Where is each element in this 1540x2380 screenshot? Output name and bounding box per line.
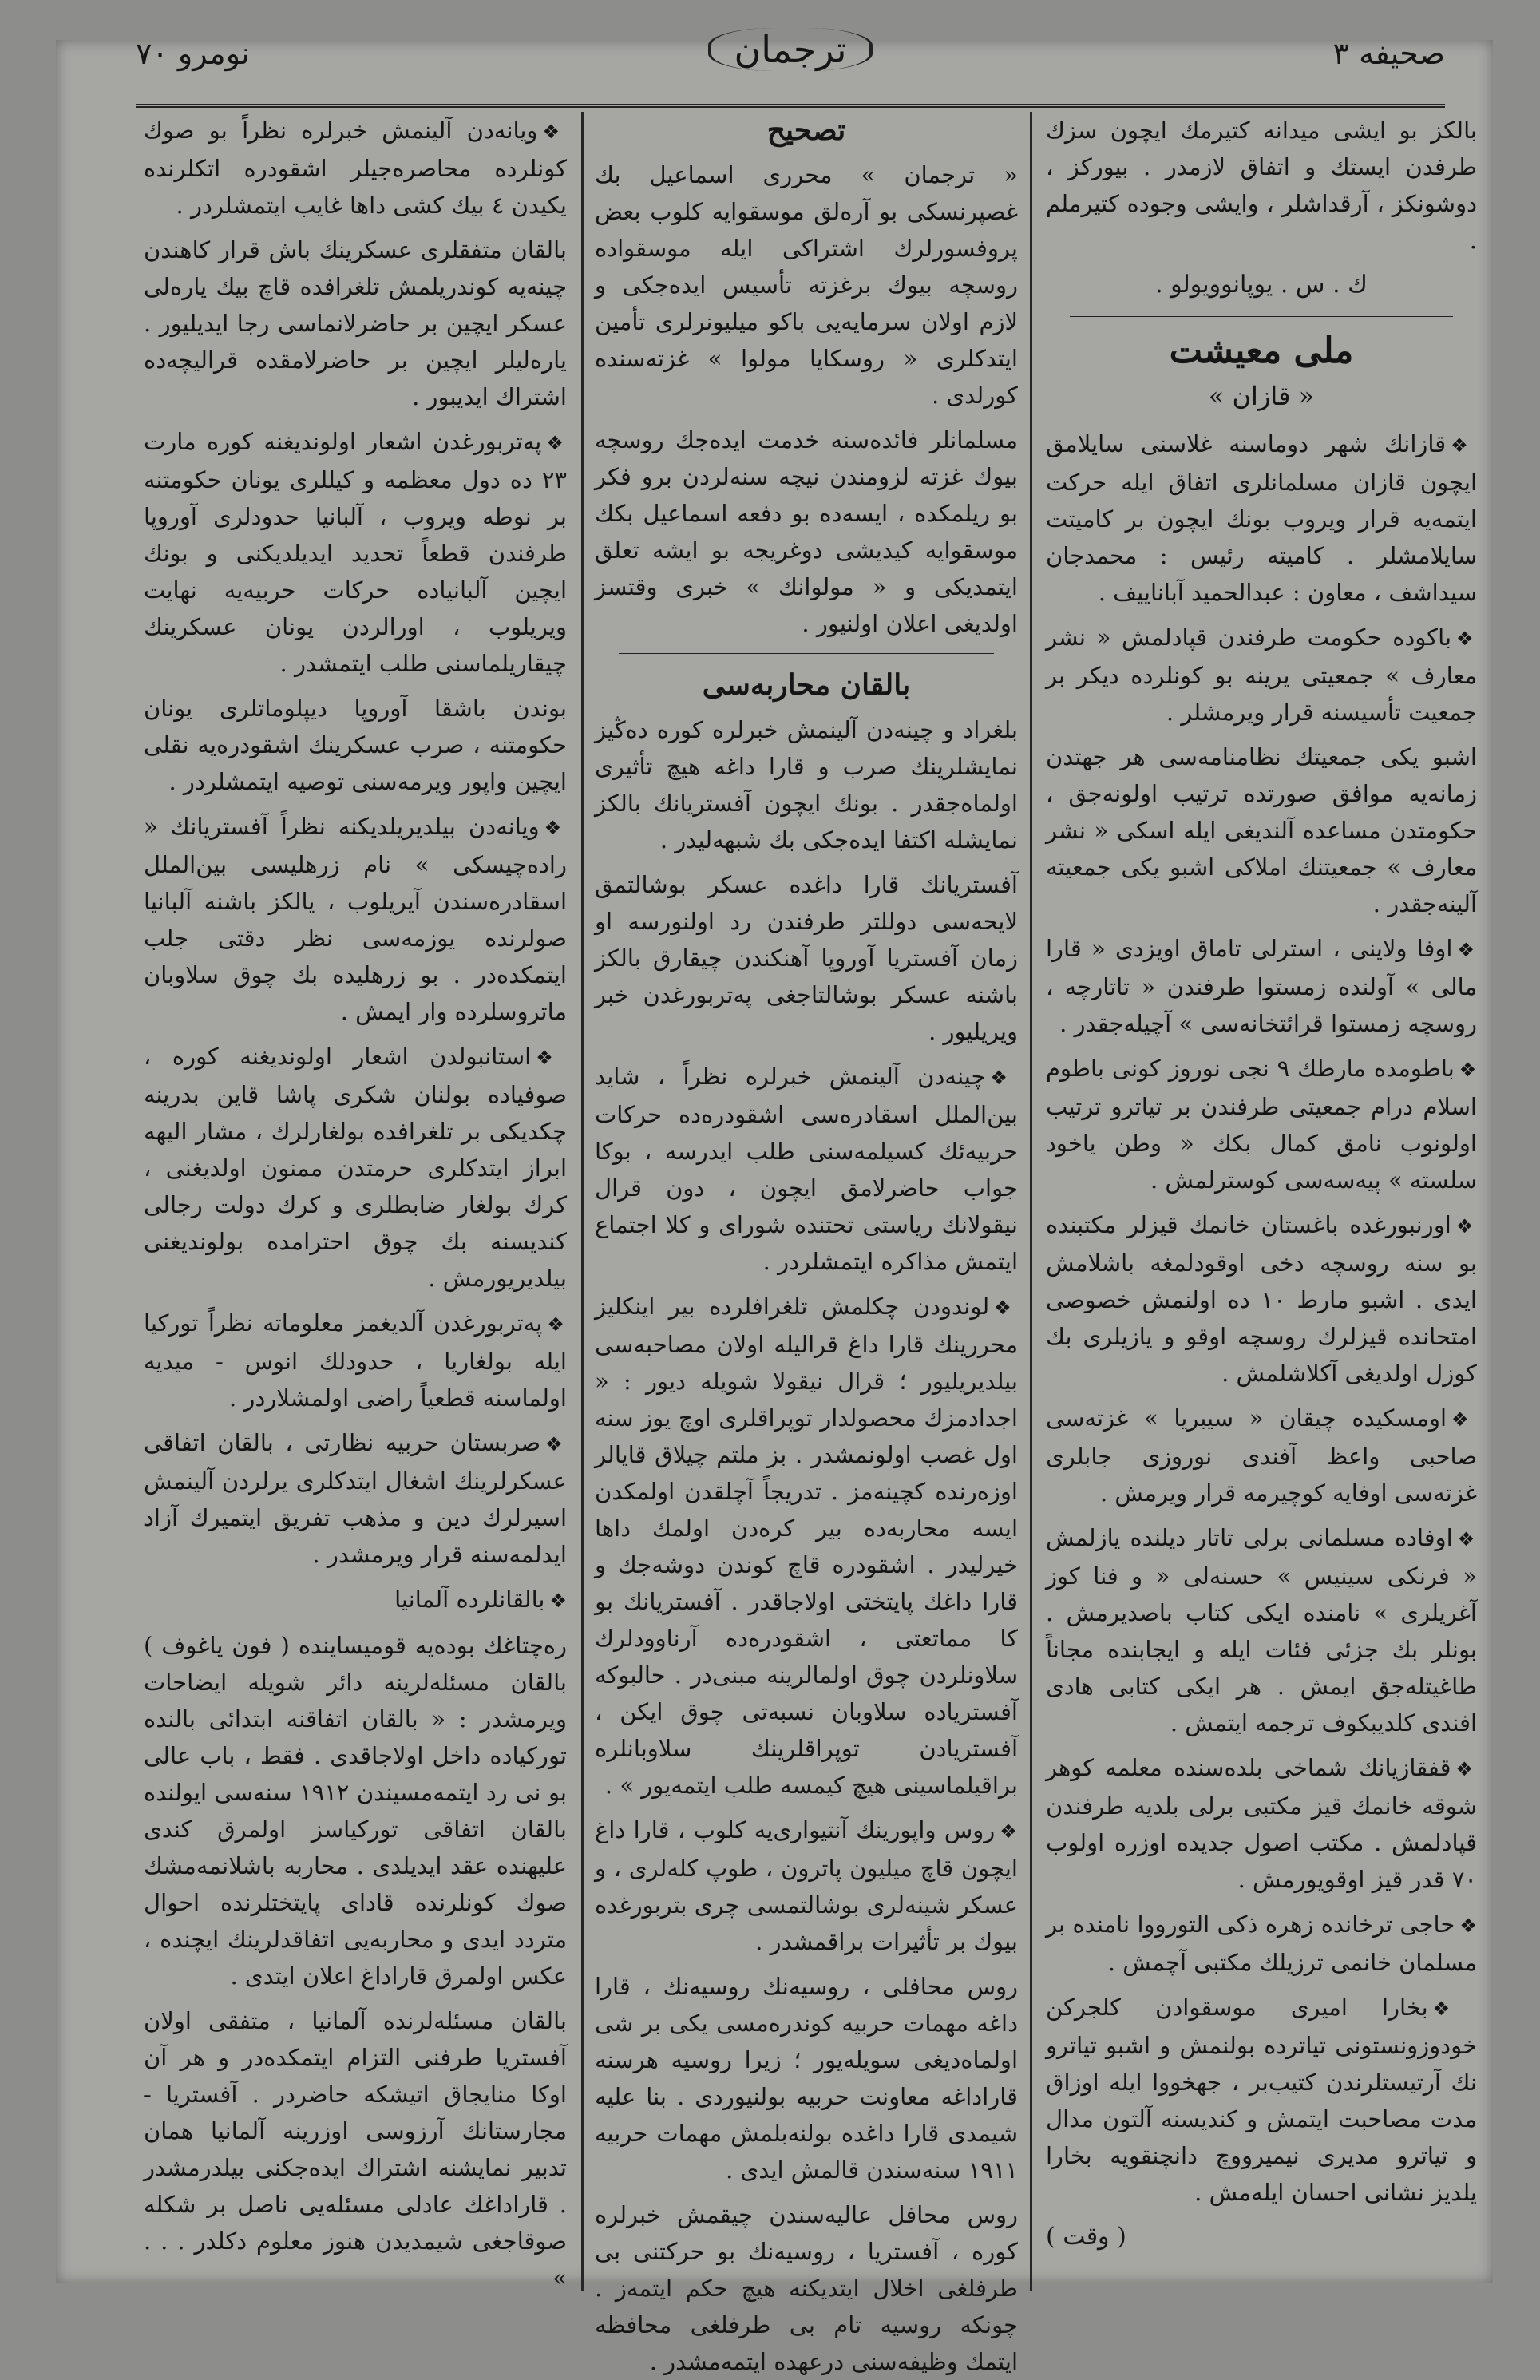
news-paragraph: ❖پەتربورغدن اشعار اولوندیغنه کوره مارت ٢٣ ده دول معظمه و کیللری یونان حکومتنه بر نوطه ویروب ، آلبانیا حدودلری آوروپا طرفندن قطعاً تحدید ایدیلدیکنی و بونك ایچین آلبانیاده حرکات حربیه‌یه نهایت ویریلوب ، اورالردن یونان عسکرینك چیقاریلماسنی طلب ایتمشدر . [144,428,568,677]
left-column [144,112,568,2291]
ornament-icon: ❖ [545,1433,568,1455]
source-note: ( وقت ) [1046,2223,1126,2251]
news-paragraph: ❖باکوده حکومت طرفندن قپادلمش « نشر معارف » جمعیتی یرینه بو کونلرده دیکر بر جمعیت تأسیسنه قرار ویرمشلر . [1046,624,1477,726]
right-column [1046,112,1477,2267]
ornament-icon: ❖ [1459,1915,1478,1937]
ornament-icon: ❖ [1451,434,1477,457]
news-paragraph: ره‌چتاغك بوده‌یه قومیساینده ( فون یاغوف ) بالقان مسئله‌لرینه دائر شویله ایضاحات ویرمشدر : « بالقان اتفاقنه ابتدائی بالنده تورکیاده داخل اولاجاقدی . فقط ، باب عالی بو نی رد ایتمه‌مسیندن ١٩١٢ سنه‌سی ایولنده بالقان اتفاقی تورکیاسز اولمرق کندی علیهنده عقد ایدیلدی . محاربه باشلانمه‌مشك صوك کونلرنده قادای پایتختلرنده احوال متردد ایدی و محاربه‌یی اتفاقدلرینك ایچنده ، عکس اولمرق قاراداغ اعلان ایتدی . [144,1632,567,1990]
title-text: ترجمان [708,28,872,71]
separator [619,653,994,655]
ornament-icon: ❖ [544,817,568,839]
ornament-icon: ❖ [1457,1528,1478,1550]
news-paragraph: بالقان متفقلری عسکرینك باش قرار کاهندن چینه‌یه کوندریلمش تلغرافده قاچ بیك یاره‌لی عسکر ایچین بر حاضرلانماسی رجا ایدیلیور . یاره‌لیلر ایچین بر حاضرلامقده قرالیچه‌ده اشتراك ایدیبور . [144,236,567,410]
column-divider-left [581,112,584,2291]
ornament-icon: ❖ [1459,1059,1477,1081]
news-paragraph: ❖قفقازیانك شماخی بلده‌سنده معلمه کوهر شوقه خانمك قیز مکتبی برلی بلدیه طرفندن قپادلمش . مکتب اصول جدیده اوزره اولوب ٧٠ قدر قیز اوقویورمش . [1046,1754,1477,1893]
ornament-icon: ❖ [1455,1758,1477,1780]
news-paragraph: بوندن باشقا آوروپا دیپلوماتلری یونان حکومتنه ، صرب عسکرینك اشقودره‌یه نقلی ایچین واپور ویرمه‌سنی توصیه ایتمشلردر . [144,695,567,795]
news-paragraph: اشبو یکی جمعیتك نظامنامه‌سی هر جهتدن زمانه‌یه موافق صورتده ترتیب اولونه‌جق ، حکومتدن مساعده آلندیغی ایله اسکی « نشر معارف » جمعیتنك املاکی اشبو یکی جمعیته آلینه‌جقدر . [1046,743,1477,917]
correction-paragraph: مسلمانلر فائده‌سنه خدمت ایده‌جك روسچه بیوك غزته لزومندن نیچه سنه‌لردن برو فکر بو ریلمکده ، ایسه‌ده بو دفعه اسماعیل بکك موسقوایه کیدیشی دوغریجه بو ایشه تعلق ایتمدیکی و « مولوانك » خبری وقتسز اولدیغی اعلان اولنیور . [595,426,1018,637]
war-paragraph: روس محافل عالیه‌سندن چیقمش خبرلره کوره ، آفستریا ، روسیه‌نك بو حرکتنی بی طرفلغی اخلال ایتدیکنه هیچ حکم ایتمەز . چونکه روسیه تام بی طرفلغی محافظه ایتمك وظیفه‌سنی درعهده ایتمەمشدر . [595,2201,1018,2375]
news-paragraph: ❖ویانه‌دن آلینمش خبرلره نظراً بو صوك کونلرده محاصره‌جیلر اشقودره اتکلرنده یکیدن ٤ بیك کشی داها غایب ایتمشلردر . [144,117,568,219]
correction-title: تصحیح [766,113,846,147]
war-paragraph: ❖روس واپورینك آنتیواری‌یه کلوب ، قارا داغ ایچون قاچ میلیون پاترون ، طوپ کله‌لری ، و عسکر شینه‌لری بوشالتمسی چری بتربورغده بیوك بر تأثیرات براقمشدر . [595,1816,1018,1955]
ornament-icon: ❖ [1455,1215,1478,1238]
page-header [136,16,1445,108]
news-paragraph: ❖اوفاده مسلمانی برلی تاتار دیلنده یازلمش « فرنکی سینیس » حسنه‌لی « و فنا کوز آغریلری » نامنده ایکی کتاب باصدیرمش . بونلر بك جزئی فئات ایله و ایجابنده مجاناً طاغیتله‌جق ایمش . هر ایکی کتابی هادی افندی کلدیبکوف ترجمه ایتمش . [1046,1524,1478,1736]
news-paragraph: ❖ویانه‌دن بیلدیریلدیکنه نظراً آفستریانك « راده‌چیسکی » نام زرهلیسی بین‌الملل اسقادره‌سندن آیریلوب ، یالکز باشنه آلبانیا صولرنده یوزمه‌سی نظر دقتی جلب ایتمکده‌در . بو زرهلیده بك چوق سلاوبان ماتروسلرده وار ایمش . [144,813,568,1025]
ornament-icon: ❖ [1451,1408,1477,1431]
news-paragraph: ❖پەتربورغدن آلدیغمز معلوماته نظراً تورکیا ایله بولغاریا ، حدودلك انوس - میدیه اولماسنه قطعیاً راضی اولمشلاردر . [144,1309,567,1412]
war-paragraph: روس محافلی ، روسیه‌نك روسیه‌نك ، قارا داغه مهمات حربیه کوندره‌مسی یکی بر شی اولماه‌دیغی سویله‌یور ؛ زیرا روسیه هرسنه قاراداغه معاونت حربیه بولنیوردی . بنا علیه شیمدی قارا داغده بولنه‌بلمش مهمات حربیه ١٩١١ سنه‌سندن قالمش ایدی . [595,1973,1018,2184]
war-paragraph: ❖چینه‌دن آلینمش خبرلره نظراً ، شاید بین‌الملل اسقادره‌سی اشقودره‌ده حرکات حربیه‌ئك کسیلمه‌سنی طلب ایدرسه ، بوکا جواب حاضرلامق ایچون ، دون قرال نیقولانك ریاستی تحتنده شورای و کلا اجتماع ایتمش مذاکره ایتمشلردر . [595,1063,1018,1275]
war-paragraph: ❖لوندودن چکلمش تلغرافلرده بیر اینکلیز محررینك قارا داغ قرالیله اولان مصاحبه‌سی بیلدیریلیور ؛ قرال نیقولا شویله دیور : « اجدادمزك محصولدار توپراقلری اوچ یوز سنه اول غصب اولونمشدر . بز ملتم چیلاق قایالر اوزه‌رنده کچینه‌مز . تدریجاً آچلقدن اولمکدن ایسه محاربه‌ده بیر کره‌دن اولمك داها خیرلیدر . اشقودره قاچ کوندن دوشه‌جك و قارا داغك پایتختی اولاجاقدر . آفستریانك بو کا مماتعتی ، اشقودره‌ده آرناوودلرك سلاونلردن چوق اولمالرینه مبنی‌در . حالبوکه آفستریاده سلاوبان نسبه‌تی چوق ایکن ، آفستریادن توپراقلرینك سلاوبانلره براقیلماسینی هیچ کیمسه طلب ایتمه‌یور » . [595,1293,1018,1799]
ornament-icon: ❖ [990,1067,1018,1089]
signature: ك . س . یوپانوویولو . [1155,271,1368,299]
correction-paragraph: « ترجمان » محرری اسماعیل بك غصپرنسکی بو آره‌لق موسقوایه کلوب بعض پروفسورلرك اشتراکی ایله موسقواده روسچه بیوك برغزته تأسیس ایده‌جکی و لازم اولان سرمایه‌یی باکو میلیونرلری تأمین ایتدکلری « روسکایا مولوا » غزته‌سنده کورلدی . [595,161,1018,409]
ornament-icon: ❖ [536,1047,568,1069]
news-paragraph: ❖اومسکیده چیقان « سیبریا » غزته‌سی صاحبی واعظ آفندی نوروزی جابلری غزته‌سی اوفایه کوچیرمه قرار ویرمش . [1046,1404,1477,1507]
news-paragraph: ❖قازانك شهر دوماسنه غلاسنی سایلامق ایچون قازان مسلمانلری اتفاق ایله حرکت ایتمه‌یه قرار ویروب بونك ایچون بر کامیتت سایلامشلر . کامیته رئیس : محمدجان سیداشف ، معاون : عبدالحمید آباناییف . [1046,430,1477,606]
news-paragraph: ❖بالقانلرده آلمانیا [394,1586,567,1613]
news-paragraph: ❖استانبولدن اشعار اولوندیغنه کوره ، صوفیاده بولنان شکری پاشا قاین بدرینه چکدیکی بر تلغرافده بولغارلرك ، مشار الیهه ابراز ایتدکلری حرمتدن ممنون اولدیغنی ، کرك بولغار ضابطلری و کرك دولت رجالی کندیسنه بك چوق احترامده بولوندیغنی بیلدیریورمش . [144,1043,568,1292]
ornament-icon: ❖ [1432,1998,1477,2020]
newspaper-title [136,28,1445,71]
ornament-icon: ❖ [549,1590,567,1612]
news-paragraph: ❖صربستان حربیه نظارتی ، بالقان اتفاقی عسکرلرینك اشغال ایتدکلری یرلردن آلینمش اسیرلرك دین و مذهب تفریق ایتمیرك آزاد ایدلمه‌سنه قرار ویرمشدر . [144,1429,568,1568]
issue-number: نومرو ٧٠ [136,36,250,71]
news-paragraph: ❖بخارا امیری موسقوادن کلجرکن خودوزونستونی تیاترده بولنمش و اشبو تیاترو نك آرتیستلرندن کتیب‌بر ، جهخووا ایله اوزاق مدت مصاحبت ایتمش و کندیسنه آلتون مدال و تیاترو مدیری نیمیرووچ دانچنقویه بخارا یلدیز نشانی احسان ایله‌مش . [1046,1994,1477,2206]
news-paragraph: بالقان مسئله‌لرنده آلمانیا ، متفقی اولان آفستریا طرفنی التزام ایتمکده‌در و هر آن اوکا منایجاق اتیشکه حاضردر . آفستریا - مجارستانك آرزوسی اوزرینه آلمانیا همان تدبیر نمایشنه اشتراك ایده‌جکنی بیلدرمشدر . قاراداغك عادلی مسئله‌یی ناصل بر شکله صوقاجغی شیمدیدن هنوز معلوم دکلدر . . . » [144,2007,567,2291]
ornament-icon: ❖ [1456,628,1477,650]
separator [1070,315,1453,317]
subtitle-kazan: « قازان » [1208,381,1315,411]
balkan-war-title: بالقان محاربه‌سی [702,668,911,702]
war-paragraph: آفستریانك قارا داغده عسکر بوشالتمق لایحه‌سی دوللتر طرفندن رد اولنورسه او زمان آفستریا آوروپا آهنکندن چیقارق بالکز باشنه عسکر بوشالتاجغی پەتربورغدن خبر ویریلیور . [595,871,1018,1045]
middle-column [595,112,1018,2375]
ornament-icon: ❖ [994,1297,1018,1319]
intro-paragraph: بالکز بو ایشی میدانه کتیرمك ایچون سزك طرفدن ایستك و اتفاق لازمدر . بیورکز ، دوشونکز ، آرقداشلر ، وایشی وجوده کتیرملم . [1046,117,1477,254]
ornament-icon: ❖ [546,432,568,454]
news-paragraph: ❖حاجی ترخانده زهره ذکی التورووا نامنده بر مسلمان خانمی ترزیلك مکتبی آچمش . [1046,1911,1478,1976]
news-paragraph: ❖اوفا ولاینی ، استرلی تاماق اویزدی « قارا مالی » آولنده زمستوا طرفندن « تاتارچه ، روسچه زمستوا قرائتخانه‌سی » آچیله‌جقدر . [1046,935,1478,1037]
ornament-icon: ❖ [542,121,568,143]
ornament-icon: ❖ [547,1313,567,1336]
column-divider-right [1030,112,1032,2291]
war-paragraph: بلغراد و چینه‌دن آلینمش خبرلره کوره دەڭیز نمایشلرینك صرب و قارا داغه هیچ تأثیری اولماه‌جقدر . بونك ایچون آفستریانك بالکز نمایشله اکتفا ایده‌جکی بك شبهه‌لیدر . [595,716,1018,853]
ornament-icon: ❖ [1000,1820,1018,1843]
news-paragraph: ❖اورنبورغده باغستان خانمك قیزلر مکتبنده بو سنه روسچه دخی اوقودلمغه باشلامش ایدی . اشبو مارط ١٠ ده اولنمش خصوصی امتحانده قیزلرك روسچه اوقو و یازیلری بك کوزل اولدیغی آکلاشلمش . [1046,1211,1478,1387]
section-title-national-life: ملی معیشت [1169,331,1354,371]
news-paragraph: ❖باطومده مارطك ٩ نجی نوروز کونی باطوم اسلام درام جمعیتی طرفندن بر تیاترو ترتیب اولونوب نامق کمال بکك « وطن یاخود سلسته » پیه‌سه‌سی کوسترلمش . [1046,1055,1477,1194]
ornament-icon: ❖ [1457,939,1478,961]
page-number: صحیفه ٣ [1332,36,1445,71]
